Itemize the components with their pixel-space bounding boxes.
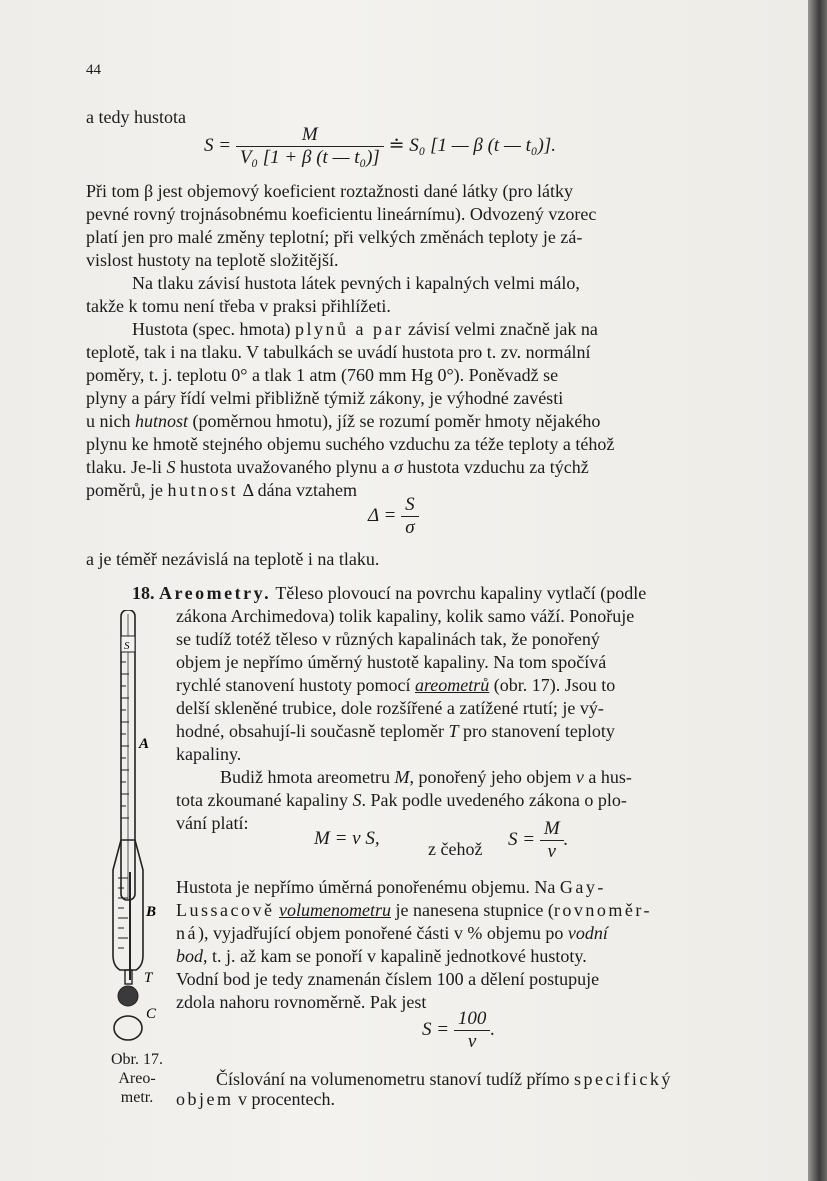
- italic-term: hutnost: [135, 411, 189, 431]
- text-run: pro stanovení teploty: [458, 721, 615, 741]
- text-run: . Pak podle uvedeného zákona o plo-: [361, 790, 627, 810]
- text-line: [176, 945, 587, 967]
- thermometer-scale: [118, 878, 128, 948]
- formula-relative-density: [368, 494, 419, 539]
- text-line: [176, 674, 615, 696]
- text-run: v procentech.: [233, 1089, 335, 1109]
- text-line: [176, 899, 652, 921]
- text-line: vislost hustoty na teplotě složitější.: [86, 250, 339, 270]
- formula-fraction: [454, 1008, 491, 1053]
- italic-symbol: σ: [393, 457, 403, 477]
- text-line: [176, 720, 615, 742]
- text-line: kapaliny.: [176, 744, 242, 764]
- formula-lhs: S =: [422, 1018, 450, 1040]
- formula-fraction: [236, 124, 384, 169]
- text-line: Na tlaku závisí hustota látek pevných i kapalných velmi málo,: [132, 273, 580, 293]
- text-line: a je téměř nezávislá na teplotě i na tlaku.: [86, 549, 380, 569]
- italic-symbol: S: [166, 457, 176, 477]
- text-run: Hustota (spec. hmota): [132, 319, 295, 339]
- text-line: [176, 1088, 335, 1110]
- text-run: (obr. 17). Jsou to: [489, 675, 616, 695]
- text-line: objem je nepřímo úměrný hustotě kapaliny. Na tom spočívá: [176, 652, 607, 672]
- text-run: ), vyjadřující objem ponořené části v % objemu po: [198, 923, 568, 943]
- caption-line: Obr. 17.: [111, 1051, 163, 1068]
- text-line: [220, 766, 632, 788]
- formula-numerator: M: [543, 818, 560, 839]
- italic-symbol: T: [448, 721, 459, 741]
- text-line: pevné rovný trojnásobnému koeficientu lineárnímu). Odvozený vzorec: [86, 204, 597, 224]
- text-run: tota zkoumané kapaliny: [176, 790, 353, 810]
- text-line: Při tom β jest objemový koeficient roztažnosti dané látky (pro látky: [86, 181, 574, 201]
- text-line: vání platí:: [176, 813, 249, 833]
- text-line: a tedy hustota: [86, 107, 186, 127]
- formula-numerator: M: [301, 124, 318, 145]
- text-line: [176, 789, 627, 811]
- text-line: [86, 479, 357, 501]
- formula-denominator: σ: [401, 516, 419, 539]
- text-line: poměry, t. j. teplotu 0° a tlak 1 atm (760 mm Hg 0°). Poněvadž se: [86, 365, 559, 385]
- text-run: hustota uvažovaného plynu a: [175, 457, 394, 477]
- formula-lhs: S =: [508, 828, 536, 850]
- formula-numerator: S: [405, 494, 415, 515]
- spaced-text: Lussacově: [176, 900, 275, 920]
- caption-line: metr.: [120, 1089, 154, 1106]
- text-run: poměrů, je: [86, 480, 168, 500]
- text-run: , ponořený jeho objem: [409, 767, 576, 787]
- formula-numerator: 100: [457, 1008, 487, 1029]
- spaced-text: specifický: [573, 1069, 673, 1089]
- italic-term: volumenometru: [278, 900, 391, 920]
- text-run: tlaku. Je-li: [86, 457, 167, 477]
- spaced-text: rovnoměr-: [553, 900, 653, 920]
- formula-density-from-mass: [508, 818, 568, 863]
- formula-lhs: S =: [204, 134, 232, 156]
- formula-end: .: [490, 1018, 496, 1040]
- italic-term: vodní: [567, 923, 608, 943]
- text-run: Δ dána vztahem: [238, 480, 358, 500]
- text-run: u nich: [86, 411, 135, 431]
- text-run: rychlé stanovení hustoty pomocí: [176, 675, 415, 695]
- text-run: (poměrnou hmotu), jíž se rozumí poměr hmoty nějakého: [188, 411, 601, 431]
- spaced-text: objem: [176, 1089, 234, 1109]
- text-run: Těleso plovoucí na povrchu kapaliny vytlačí (podle: [271, 583, 647, 603]
- text-line: platí jen pro malé změny teplotní; při velkých změnách teploty je zá-: [86, 227, 583, 247]
- section-title: Areometry.: [159, 583, 272, 603]
- text-line: [86, 456, 589, 478]
- text-line: [176, 922, 608, 944]
- italic-symbol: S: [352, 790, 362, 810]
- section-heading: [132, 582, 646, 604]
- formula-fraction: [401, 494, 419, 539]
- text-line: [86, 410, 600, 432]
- formula-rhs: ≐ S₀ [1 — β (t — t₀)].: [388, 134, 556, 156]
- spaced-text: plynů a par: [294, 319, 404, 339]
- italic-symbol: v: [575, 767, 584, 787]
- spaced-text: Gay-: [559, 877, 606, 897]
- formula-end: .: [563, 828, 569, 850]
- figure-label-b: B: [146, 904, 157, 920]
- formula-lhs: Δ =: [368, 504, 397, 526]
- formula-denominator: V₀ [1 + β (t — t₀)]: [236, 146, 384, 169]
- text-line: Vodní bod je tedy znamenán číslem 100 a dělení postupuje: [176, 969, 600, 989]
- formula-density-temperature: [204, 124, 556, 169]
- figure-label-t: T: [144, 970, 153, 986]
- text-line: zdola nahoru rovnoměrně. Pak jest: [176, 992, 427, 1012]
- figure-label-s: S: [124, 640, 130, 652]
- text-line: plynu ke hmotě stejného objemu suchého vzduchu za téže teploty a téhož: [86, 434, 615, 454]
- italic-symbol: M: [394, 767, 410, 787]
- text-line: [132, 318, 598, 340]
- text-run: hodné, obsahují-li současně teploměr: [176, 721, 449, 741]
- formula-mass-volume: [314, 828, 380, 850]
- text-line: [176, 876, 606, 898]
- formula-denominator: v: [454, 1030, 491, 1053]
- text-run: Budiž hmota areometru: [220, 767, 395, 787]
- text-run: a hus-: [583, 767, 632, 787]
- text-line: delší skleněné trubice, dole rozšířené a zatížené rtutí; je vý-: [176, 698, 604, 718]
- text-line: plyny a páry řídí velmi přibližně týmiž zákony, je výhodné zavésti: [86, 388, 564, 408]
- formula-denominator: v: [540, 840, 564, 863]
- text-line: zákona Archimedova) tolik kapaliny, kolik samo váží. Ponořuje: [176, 606, 635, 626]
- formula-connector: z čehož: [428, 839, 483, 859]
- text-run: Hustota je nepřímo úměrná ponořenému objemu. Na: [176, 877, 556, 897]
- areometer-figure: [100, 610, 170, 1050]
- text-line: se tudíž totéž těleso v různých kapalinách tak, že ponořený: [176, 629, 600, 649]
- thermometer-bulb: [118, 986, 138, 1006]
- spaced-text: ná: [176, 923, 198, 943]
- text-line: [216, 1068, 673, 1090]
- italic-term: areometrů: [414, 675, 490, 695]
- spaced-text: hutnost: [167, 480, 238, 500]
- text-line: takže k tomu není třeba v praksi přihlížeti.: [86, 296, 391, 316]
- page-binding-edge: [808, 0, 827, 1181]
- text-run: závisí velmi značně jak na: [403, 319, 598, 339]
- text-run: je nanesena stupnice (: [390, 900, 554, 920]
- page-number: 44: [86, 62, 101, 78]
- text-run: hustota vzduchu za týchž: [402, 457, 589, 477]
- formula-left: M = v S,: [314, 828, 380, 849]
- mercury-ballast: [114, 1016, 142, 1040]
- formula-density-volumenometer: [422, 1008, 495, 1053]
- figure-label-c: C: [146, 1006, 157, 1022]
- text-line: teplotě, tak i na tlaku. V tabulkách se uvádí hustota pro t. zv. normální: [86, 342, 591, 362]
- text-run: , t. j. až kam se ponoří v kapalině jednotkové hustoty.: [203, 946, 587, 966]
- figure-caption: [100, 1050, 174, 1107]
- text-run: Číslování na volumenometru stanoví tudíž přímo: [216, 1069, 574, 1089]
- italic-term: bod: [176, 946, 203, 966]
- figure-label-a: A: [139, 736, 150, 752]
- formula-fraction: [540, 818, 564, 863]
- section-number: 18.: [132, 583, 155, 603]
- caption-line: Areo-: [118, 1070, 156, 1087]
